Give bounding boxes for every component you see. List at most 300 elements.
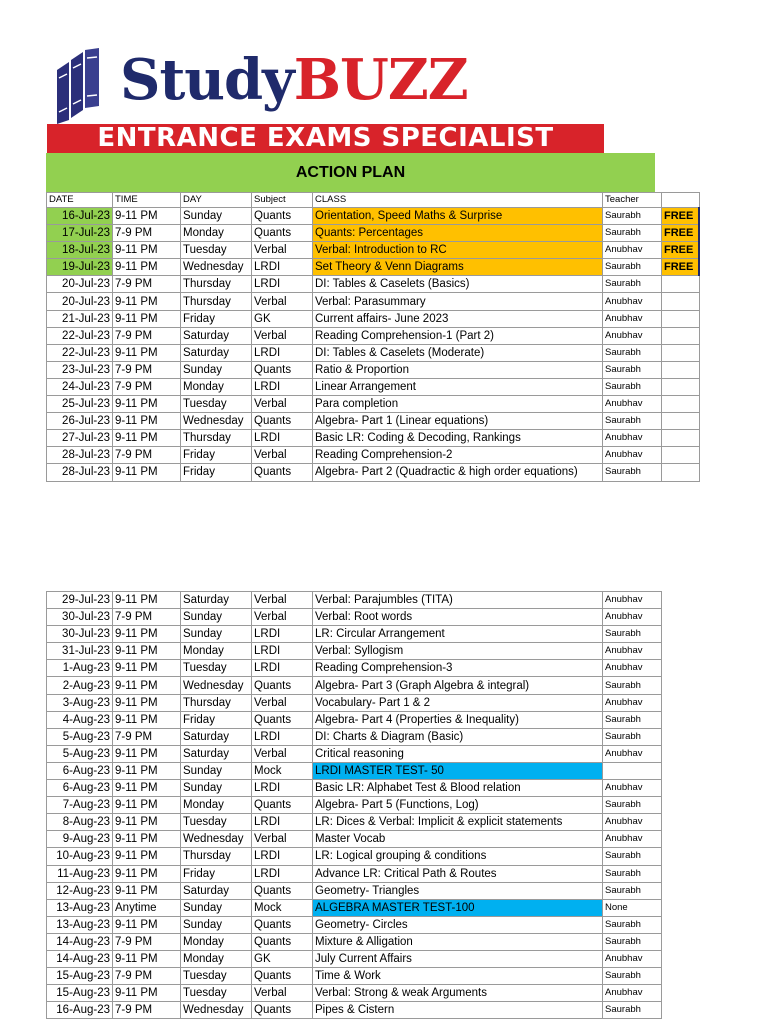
cell-teacher: Anubhav	[603, 814, 662, 831]
cell-time: 9-11 PM	[113, 694, 181, 711]
cell-day: Sunday	[181, 609, 252, 626]
cell-teacher: Saurabh	[603, 626, 662, 643]
header-date: DATE	[47, 193, 113, 208]
cell-class: Geometry- Circles	[313, 916, 603, 933]
cell-teacher: Anubhav	[603, 694, 662, 711]
cell-subject: LRDI	[252, 728, 313, 745]
cell-teacher	[603, 762, 662, 779]
cell-date: 22-Jul-23	[47, 327, 113, 344]
cell-date: 20-Jul-23	[47, 276, 113, 293]
cell-time: 9-11 PM	[113, 592, 181, 609]
cell-date: 10-Aug-23	[47, 848, 113, 865]
cell-class: Verbal: Strong & weak Arguments	[313, 985, 603, 1002]
cell-teacher: Saurabh	[603, 413, 662, 430]
cell-date: 6-Aug-23	[47, 780, 113, 797]
table-row	[47, 814, 662, 831]
cell-day: Sunday	[181, 916, 252, 933]
cell-class: LR: Dices & Verbal: Implicit & explicit statements	[313, 814, 603, 831]
cell-subject: Quants	[252, 797, 313, 814]
cell-class: Geometry- Triangles	[313, 882, 603, 899]
cell-teacher: Saurabh	[603, 916, 662, 933]
cell-class: Orientation, Speed Maths & Surprise	[313, 208, 603, 225]
table-row	[47, 609, 662, 626]
cell-day: Saturday	[181, 344, 252, 361]
cell-class: Advance LR: Critical Path & Routes	[313, 865, 603, 882]
cell-class: LR: Logical grouping & conditions	[313, 848, 603, 865]
cell-teacher: Saurabh	[603, 865, 662, 882]
cell-date: 14-Aug-23	[47, 950, 113, 967]
table-row	[47, 848, 662, 865]
table-row	[47, 950, 662, 967]
cell-time: 9-11 PM	[113, 677, 181, 694]
action-plan-title: ACTION PLAN	[46, 153, 655, 192]
cell-subject: Verbal	[252, 293, 313, 310]
cell-date: 16-Jul-23	[47, 208, 113, 225]
cell-class: LRDI MASTER TEST- 50	[313, 762, 603, 779]
cell-subject: LRDI	[252, 344, 313, 361]
table-row	[47, 643, 662, 660]
cell-class: Verbal: Introduction to RC	[313, 242, 603, 259]
header-free	[662, 193, 700, 208]
header-time: TIME	[113, 193, 181, 208]
cell-subject: Quants	[252, 711, 313, 728]
table-row	[47, 396, 700, 413]
cell-date: 4-Aug-23	[47, 711, 113, 728]
cell-class: Algebra- Part 3 (Graph Algebra & integral)	[313, 677, 603, 694]
cell-day: Saturday	[181, 592, 252, 609]
cell-time: 9-11 PM	[113, 814, 181, 831]
free-badge	[662, 396, 700, 413]
cell-subject: LRDI	[252, 848, 313, 865]
cell-date: 24-Jul-23	[47, 378, 113, 395]
wordmark-study: Study	[120, 47, 294, 113]
free-badge: FREE	[662, 208, 700, 225]
cell-teacher: None	[603, 899, 662, 916]
table-row	[47, 361, 700, 378]
cell-subject: Quants	[252, 933, 313, 950]
cell-class: LR: Circular Arrangement	[313, 626, 603, 643]
tagline-banner: ENTRANCE EXAMS SPECIALIST	[47, 124, 604, 153]
cell-date: 27-Jul-23	[47, 430, 113, 447]
cell-time: 9-11 PM	[113, 259, 181, 276]
cell-day: Friday	[181, 711, 252, 728]
cell-subject: Quants	[252, 968, 313, 985]
cell-subject: Quants	[252, 208, 313, 225]
table-row	[47, 464, 700, 481]
cell-teacher: Saurabh	[603, 933, 662, 950]
cell-time: 9-11 PM	[113, 344, 181, 361]
cell-class: DI: Charts & Diagram (Basic)	[313, 728, 603, 745]
cell-day: Tuesday	[181, 985, 252, 1002]
cell-teacher: Saurabh	[603, 848, 662, 865]
cell-subject: Quants	[252, 1002, 313, 1019]
cell-day: Saturday	[181, 745, 252, 762]
table-row	[47, 413, 700, 430]
cell-class: Linear Arrangement	[313, 378, 603, 395]
cell-day: Friday	[181, 464, 252, 481]
cell-class: Verbal: Parajumbles (TITA)	[313, 592, 603, 609]
cell-teacher: Anubhav	[603, 831, 662, 848]
cell-time: 9-11 PM	[113, 430, 181, 447]
cell-class: Para completion	[313, 396, 603, 413]
cell-teacher: Anubhav	[603, 396, 662, 413]
cell-date: 12-Aug-23	[47, 882, 113, 899]
free-badge	[662, 413, 700, 430]
cell-class: Basic LR: Alphabet Test & Blood relation	[313, 780, 603, 797]
table-row	[47, 592, 662, 609]
cell-subject: LRDI	[252, 626, 313, 643]
cell-teacher: Saurabh	[603, 677, 662, 694]
cell-subject: Verbal	[252, 242, 313, 259]
cell-date: 28-Jul-23	[47, 464, 113, 481]
cell-day: Tuesday	[181, 814, 252, 831]
cell-day: Monday	[181, 950, 252, 967]
studybuzz-logo	[48, 40, 608, 125]
table-row	[47, 378, 700, 395]
cell-day: Friday	[181, 447, 252, 464]
cell-teacher: Saurabh	[603, 882, 662, 899]
free-badge	[662, 464, 700, 481]
cell-date: 18-Jul-23	[47, 242, 113, 259]
cell-time: 9-11 PM	[113, 950, 181, 967]
cell-time: 9-11 PM	[113, 293, 181, 310]
cell-day: Sunday	[181, 780, 252, 797]
free-badge: FREE	[662, 225, 700, 242]
cell-day: Sunday	[181, 361, 252, 378]
cell-teacher: Anubhav	[603, 745, 662, 762]
cell-day: Wednesday	[181, 413, 252, 430]
cell-date: 16-Aug-23	[47, 1002, 113, 1019]
cell-teacher: Anubhav	[603, 327, 662, 344]
cell-date: 3-Aug-23	[47, 694, 113, 711]
cell-date: 7-Aug-23	[47, 797, 113, 814]
cell-teacher: Anubhav	[603, 310, 662, 327]
free-badge	[662, 310, 700, 327]
cell-subject: Verbal	[252, 609, 313, 626]
table-row	[47, 933, 662, 950]
cell-teacher: Saurabh	[603, 259, 662, 276]
cell-teacher: Saurabh	[603, 711, 662, 728]
cell-date: 8-Aug-23	[47, 814, 113, 831]
table-row	[47, 831, 662, 848]
cell-time: 7-9 PM	[113, 378, 181, 395]
table-row	[47, 694, 662, 711]
cell-time: 9-11 PM	[113, 916, 181, 933]
cell-date: 2-Aug-23	[47, 677, 113, 694]
header-teacher: Teacher	[603, 193, 662, 208]
cell-date: 15-Aug-23	[47, 968, 113, 985]
cell-class: Verbal: Parasummary	[313, 293, 603, 310]
cell-day: Thursday	[181, 293, 252, 310]
cell-time: 9-11 PM	[113, 208, 181, 225]
table-row	[47, 1002, 662, 1019]
cell-teacher: Anubhav	[603, 985, 662, 1002]
cell-time: 9-11 PM	[113, 660, 181, 677]
cell-date: 15-Aug-23	[47, 985, 113, 1002]
cell-class: Algebra- Part 1 (Linear equations)	[313, 413, 603, 430]
cell-day: Tuesday	[181, 660, 252, 677]
schedule-table-2	[46, 591, 662, 1019]
cell-day: Tuesday	[181, 396, 252, 413]
cell-time: 7-9 PM	[113, 361, 181, 378]
wordmark	[120, 48, 468, 112]
cell-date: 9-Aug-23	[47, 831, 113, 848]
cell-class: Reading Comprehension-3	[313, 660, 603, 677]
cell-teacher: Anubhav	[603, 293, 662, 310]
table-row	[47, 916, 662, 933]
table-row	[47, 208, 700, 225]
cell-subject: LRDI	[252, 276, 313, 293]
cell-date: 31-Jul-23	[47, 643, 113, 660]
table-row	[47, 344, 700, 361]
cell-class: Reading Comprehension-2	[313, 447, 603, 464]
free-badge	[662, 430, 700, 447]
table-row	[47, 447, 700, 464]
cell-subject: LRDI	[252, 780, 313, 797]
cell-date: 29-Jul-23	[47, 592, 113, 609]
free-badge: FREE	[662, 259, 700, 276]
cell-class: Critical reasoning	[313, 745, 603, 762]
cell-time: 9-11 PM	[113, 865, 181, 882]
cell-date: 23-Jul-23	[47, 361, 113, 378]
cell-subject: LRDI	[252, 643, 313, 660]
cell-subject: Quants	[252, 464, 313, 481]
cell-time: 9-11 PM	[113, 797, 181, 814]
cell-date: 26-Jul-23	[47, 413, 113, 430]
cell-time: 9-11 PM	[113, 464, 181, 481]
books-icon	[55, 48, 111, 124]
cell-subject: Verbal	[252, 985, 313, 1002]
cell-teacher: Anubhav	[603, 447, 662, 464]
cell-day: Monday	[181, 933, 252, 950]
table-row	[47, 327, 700, 344]
cell-class: Reading Comprehension-1 (Part 2)	[313, 327, 603, 344]
cell-subject: Quants	[252, 361, 313, 378]
cell-subject: Verbal	[252, 831, 313, 848]
cell-day: Thursday	[181, 694, 252, 711]
header-day: DAY	[181, 193, 252, 208]
cell-subject: Verbal	[252, 396, 313, 413]
table-row	[47, 242, 700, 259]
cell-date: 30-Jul-23	[47, 626, 113, 643]
cell-class: Pipes & Cistern	[313, 1002, 603, 1019]
table-row	[47, 899, 662, 916]
cell-day: Friday	[181, 310, 252, 327]
cell-time: 9-11 PM	[113, 396, 181, 413]
cell-day: Thursday	[181, 430, 252, 447]
cell-subject: LRDI	[252, 814, 313, 831]
cell-subject: Quants	[252, 916, 313, 933]
cell-subject: Quants	[252, 413, 313, 430]
cell-date: 13-Aug-23	[47, 916, 113, 933]
cell-date: 1-Aug-23	[47, 660, 113, 677]
table-row	[47, 711, 662, 728]
cell-date: 28-Jul-23	[47, 447, 113, 464]
header-subject: Subject	[252, 193, 313, 208]
cell-teacher: Saurabh	[603, 1002, 662, 1019]
cell-class: Verbal: Syllogism	[313, 643, 603, 660]
cell-teacher: Saurabh	[603, 797, 662, 814]
table-row	[47, 677, 662, 694]
free-badge	[662, 447, 700, 464]
table-row	[47, 626, 662, 643]
cell-subject: Mock	[252, 899, 313, 916]
schedule-table-1	[46, 192, 700, 482]
cell-day: Monday	[181, 225, 252, 242]
cell-date: 25-Jul-23	[47, 396, 113, 413]
cell-time: 9-11 PM	[113, 780, 181, 797]
cell-time: 7-9 PM	[113, 609, 181, 626]
cell-time: 9-11 PM	[113, 626, 181, 643]
cell-teacher: Anubhav	[603, 950, 662, 967]
cell-class: Ratio & Proportion	[313, 361, 603, 378]
table-row	[47, 430, 700, 447]
table-header-row	[47, 193, 700, 208]
table-row	[47, 276, 700, 293]
cell-class: ALGEBRA MASTER TEST-100	[313, 899, 603, 916]
cell-subject: Verbal	[252, 694, 313, 711]
cell-subject: Verbal	[252, 327, 313, 344]
cell-subject: LRDI	[252, 660, 313, 677]
cell-teacher: Anubhav	[603, 242, 662, 259]
cell-teacher: Saurabh	[603, 225, 662, 242]
table-row	[47, 660, 662, 677]
table-row	[47, 745, 662, 762]
cell-day: Thursday	[181, 276, 252, 293]
cell-time: 9-11 PM	[113, 711, 181, 728]
cell-day: Tuesday	[181, 242, 252, 259]
cell-class: Verbal: Root words	[313, 609, 603, 626]
cell-time: 7-9 PM	[113, 968, 181, 985]
free-badge	[662, 361, 700, 378]
table-row	[47, 882, 662, 899]
cell-class: Set Theory & Venn Diagrams	[313, 259, 603, 276]
cell-time: 9-11 PM	[113, 745, 181, 762]
cell-time: 9-11 PM	[113, 310, 181, 327]
cell-time: 9-11 PM	[113, 242, 181, 259]
cell-teacher: Saurabh	[603, 728, 662, 745]
cell-subject: Quants	[252, 677, 313, 694]
cell-subject: Quants	[252, 225, 313, 242]
cell-day: Saturday	[181, 728, 252, 745]
cell-subject: Verbal	[252, 592, 313, 609]
cell-subject: Verbal	[252, 447, 313, 464]
cell-class: DI: Tables & Caselets (Basics)	[313, 276, 603, 293]
table-row	[47, 797, 662, 814]
cell-time: 7-9 PM	[113, 225, 181, 242]
cell-teacher: Saurabh	[603, 464, 662, 481]
cell-class: Basic LR: Coding & Decoding, Rankings	[313, 430, 603, 447]
table-row	[47, 968, 662, 985]
cell-subject: Quants	[252, 882, 313, 899]
wordmark-buzz: BUZZ	[293, 47, 468, 113]
cell-date: 19-Jul-23	[47, 259, 113, 276]
free-badge	[662, 378, 700, 395]
cell-teacher: Saurabh	[603, 344, 662, 361]
cell-class: Algebra- Part 4 (Properties & Inequality)	[313, 711, 603, 728]
cell-time: 9-11 PM	[113, 643, 181, 660]
cell-day: Saturday	[181, 327, 252, 344]
cell-time: 7-9 PM	[113, 728, 181, 745]
cell-day: Wednesday	[181, 831, 252, 848]
table-row	[47, 310, 700, 327]
cell-time: 7-9 PM	[113, 276, 181, 293]
cell-day: Wednesday	[181, 1002, 252, 1019]
cell-teacher: Saurabh	[603, 208, 662, 225]
table-row	[47, 780, 662, 797]
cell-class: Current affairs- June 2023	[313, 310, 603, 327]
cell-teacher: Saurabh	[603, 378, 662, 395]
cell-date: 13-Aug-23	[47, 899, 113, 916]
cell-day: Monday	[181, 378, 252, 395]
table-row	[47, 762, 662, 779]
cell-subject: GK	[252, 310, 313, 327]
cell-time: 9-11 PM	[113, 882, 181, 899]
cell-day: Wednesday	[181, 677, 252, 694]
cell-teacher: Anubhav	[603, 430, 662, 447]
cell-teacher: Saurabh	[603, 968, 662, 985]
table-row	[47, 728, 662, 745]
cell-day: Sunday	[181, 762, 252, 779]
cell-day: Monday	[181, 643, 252, 660]
cell-day: Tuesday	[181, 968, 252, 985]
free-badge	[662, 344, 700, 361]
cell-subject: LRDI	[252, 430, 313, 447]
free-badge: FREE	[662, 242, 700, 259]
cell-date: 14-Aug-23	[47, 933, 113, 950]
free-badge	[662, 293, 700, 310]
cell-time: 9-11 PM	[113, 413, 181, 430]
table-row	[47, 225, 700, 242]
cell-subject: LRDI	[252, 865, 313, 882]
cell-subject: LRDI	[252, 259, 313, 276]
cell-teacher: Anubhav	[603, 609, 662, 626]
cell-day: Sunday	[181, 208, 252, 225]
cell-subject: Mock	[252, 762, 313, 779]
cell-teacher: Anubhav	[603, 780, 662, 797]
cell-teacher: Anubhav	[603, 592, 662, 609]
table-row	[47, 865, 662, 882]
cell-date: 17-Jul-23	[47, 225, 113, 242]
cell-teacher: Saurabh	[603, 361, 662, 378]
cell-subject: Verbal	[252, 745, 313, 762]
cell-day: Saturday	[181, 882, 252, 899]
cell-day: Sunday	[181, 899, 252, 916]
header-class: CLASS	[313, 193, 603, 208]
cell-subject: LRDI	[252, 378, 313, 395]
cell-day: Wednesday	[181, 259, 252, 276]
cell-date: 30-Jul-23	[47, 609, 113, 626]
cell-date: 22-Jul-23	[47, 344, 113, 361]
cell-teacher: Anubhav	[603, 643, 662, 660]
cell-class: DI: Tables & Caselets (Moderate)	[313, 344, 603, 361]
table-row	[47, 293, 700, 310]
cell-teacher: Anubhav	[603, 660, 662, 677]
cell-time: 9-11 PM	[113, 762, 181, 779]
cell-class: Algebra- Part 2 (Quadractic & high order equations)	[313, 464, 603, 481]
cell-subject: GK	[252, 950, 313, 967]
cell-class: Master Vocab	[313, 831, 603, 848]
cell-date: 6-Aug-23	[47, 762, 113, 779]
cell-time: 9-11 PM	[113, 848, 181, 865]
cell-date: 5-Aug-23	[47, 728, 113, 745]
cell-time: 9-11 PM	[113, 985, 181, 1002]
cell-class: Algebra- Part 5 (Functions, Log)	[313, 797, 603, 814]
cell-date: 21-Jul-23	[47, 310, 113, 327]
cell-time: 7-9 PM	[113, 327, 181, 344]
cell-day: Sunday	[181, 626, 252, 643]
cell-day: Friday	[181, 865, 252, 882]
